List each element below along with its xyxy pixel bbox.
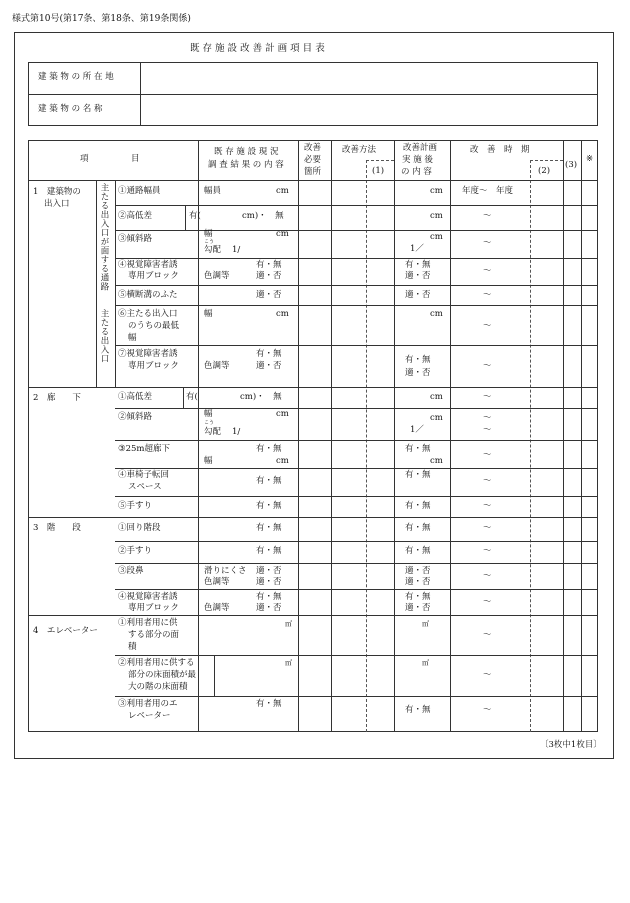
s4-item-3b: レベーター (128, 711, 171, 721)
header-period: 改 善 時 期 (470, 145, 530, 155)
ok-ng: 適・否 (256, 361, 282, 371)
yes-no: 有・無 (256, 523, 282, 533)
slope-after: 1／ (410, 425, 424, 435)
s1-item-3: ③傾斜路 (118, 234, 153, 244)
unit-cm: cm (276, 229, 289, 239)
s4-item-1c: 積 (128, 642, 137, 652)
slope-label: 勾配 (204, 245, 222, 255)
s3-item-4a: ④視覚障害者誘 (118, 592, 178, 602)
ok-ng: 適・否 (405, 603, 431, 613)
width-label: 幅 (204, 456, 213, 466)
s2-item-5: ⑤手すり (118, 501, 153, 511)
section1-side-label-a: 主たる出入口が面する通路 (99, 183, 109, 291)
kou-ruby: こう (204, 420, 215, 426)
section2-title: 2 廊 下 (33, 393, 81, 403)
header-note: ※ (586, 154, 594, 164)
ok-ng: 適・否 (405, 577, 431, 587)
header-method-sub1: (1) (372, 166, 385, 176)
tilde: ～ (483, 670, 492, 680)
s2-item-1: ①高低差 (118, 392, 153, 402)
unit-cm: cm (276, 186, 289, 196)
tilde: ～ (483, 571, 492, 581)
yes-open: 有( (186, 392, 198, 402)
building-name-field[interactable] (143, 96, 595, 124)
unit-m2: ㎡ (422, 659, 429, 667)
slip-label: 滑りにくさ (204, 566, 247, 576)
tilde: ～ (483, 630, 492, 640)
slope-after: 1／ (410, 244, 424, 254)
tilde: ～ (483, 392, 492, 402)
tilde: ～ (483, 290, 492, 300)
page-footer: 〔3枚中1枚目〕 (540, 740, 602, 750)
header-plan-line2: 実 施 後 (402, 155, 433, 165)
ok-ng: 適・否 (256, 290, 282, 300)
building-name-label: 建 築 物 の 名 称 (38, 104, 103, 114)
unit-m2: ㎡ (285, 659, 292, 667)
s3-item-1: ①回り階段 (118, 523, 161, 533)
header-plan-line1: 改善計画 (403, 143, 438, 153)
unit-m2: ㎡ (422, 620, 429, 628)
tilde: ～ (483, 450, 492, 460)
header-method: 改善方法 (342, 145, 377, 155)
s3-item-2: ②手すり (118, 546, 153, 556)
yes-no: 有・無 (256, 699, 282, 709)
header-plan-line3: の 内 容 (401, 167, 432, 177)
tilde: ～ (483, 361, 492, 371)
s4-item-1b: する部分の面 (128, 630, 180, 640)
ok-ng: 適・否 (256, 271, 282, 281)
building-location-label: 建 築 物 の 所 在 地 (38, 72, 114, 82)
section1-title-line1: 1 建築物の (33, 187, 81, 197)
header-need-line2: 必要 (304, 155, 322, 165)
s1-item-2: ②高低差 (118, 211, 153, 221)
s4-item-1a: ①利用者用に供 (118, 618, 178, 628)
form-number: 様式第10号(第17条、第18条、第19条関係) (12, 14, 191, 24)
s4-item-3a: ③利用者用のエ (118, 699, 178, 709)
s4-item-2c: 大の階の床面積 (128, 682, 188, 692)
yes-no: 有・無 (256, 349, 282, 359)
header-item: 項 目 (80, 154, 140, 164)
color-adj: 色調等 (204, 361, 230, 371)
unit-cm: cm (430, 211, 443, 221)
slope-unit: 1/ (232, 427, 241, 437)
s2-item-3: ③25m超廊下 (118, 444, 170, 454)
yes-no: 有・無 (405, 592, 431, 602)
close-no: cm)・ 無 (240, 392, 282, 402)
section4-title: 4 エレベーター (33, 626, 98, 636)
ok-ng: 適・否 (256, 566, 282, 576)
section1-side-label-b: 主たる出入口 (99, 309, 109, 363)
tilde: ～ (483, 476, 492, 486)
unit-cm: cm (430, 392, 443, 402)
header-survey-line1: 既 存 施 設 現 況 (214, 147, 279, 157)
tilde: ～ (483, 597, 492, 607)
unit-cm: cm (430, 232, 443, 242)
yes-no: 有・無 (256, 444, 282, 454)
s3-item-4b: 専用ブロック (128, 603, 179, 613)
yes-no: 有・無 (405, 501, 431, 511)
s1-item-6a: ⑥主たる出入口 (118, 309, 178, 319)
yes-no: 有・無 (256, 501, 282, 511)
s3-item-3: ③段鼻 (118, 566, 144, 576)
yes-no: 有・無 (256, 592, 282, 602)
width-full-label: 幅員 (204, 186, 222, 196)
s1-item-5: ⑤横断溝のふた (118, 290, 178, 300)
header-need-line3: 箇所 (304, 167, 322, 177)
s2-item-4b: スペース (128, 482, 162, 492)
unit-cm: cm (430, 413, 443, 423)
yes-open: 有( (189, 211, 201, 221)
tilde: ～ (483, 705, 492, 715)
slope-label: 勾配 (204, 427, 222, 437)
unit-cm: cm (276, 309, 289, 319)
slope-unit: 1/ (232, 245, 241, 255)
color-adj: 色調等 (204, 603, 230, 613)
s1-item-4b: 専用ブロック (128, 271, 179, 281)
tilde: ～ (483, 266, 492, 276)
unit-cm: cm (430, 186, 443, 196)
unit-m2: ㎡ (285, 620, 292, 628)
tilde: ～ (483, 321, 492, 331)
unit-cm: cm (430, 456, 443, 466)
color-adj: 色調等 (204, 271, 230, 281)
yes-no: 有・無 (405, 705, 431, 715)
yes-no: 有・無 (256, 476, 282, 486)
tilde: ～ (483, 523, 492, 533)
yes-no: 有・無 (405, 470, 431, 480)
building-location-field[interactable] (143, 64, 595, 92)
yes-no: 有・無 (405, 355, 431, 365)
tilde: ～ (483, 238, 492, 248)
header-survey-line2: 調 査 結 果 の 内 容 (208, 160, 284, 170)
yes-no: 有・無 (405, 260, 431, 270)
width-label: 幅 (204, 409, 213, 419)
form-title: 既 存 施 設 改 善 計 画 項 目 表 (190, 43, 325, 54)
close-no: cm)・ 無 (242, 211, 284, 221)
width-label: 幅 (204, 309, 213, 319)
s1-item-6b: のうちの最低 (128, 321, 180, 331)
tilde: ～ (483, 211, 492, 221)
header-need-line1: 改善 (304, 143, 322, 153)
section3-title: 3 階 段 (33, 523, 81, 533)
yes-no: 有・無 (405, 546, 431, 556)
s1-item-7a: ⑦視覚障害者誘 (118, 349, 178, 359)
header-period-sub2: (2) (538, 166, 551, 176)
unit-cm: cm (430, 309, 443, 319)
ok-ng: 適・否 (405, 566, 431, 576)
year-range: 年度～ 年度 (462, 186, 514, 196)
width-label: 幅 (204, 229, 213, 239)
main-table (28, 140, 598, 732)
unit-cm: cm (276, 456, 289, 466)
s2-item-2: ②傾斜路 (118, 412, 153, 422)
tilde: ～ (483, 501, 492, 511)
ok-ng: 適・否 (405, 271, 431, 281)
tilde: ～ (483, 413, 492, 423)
unit-cm: cm (276, 409, 289, 419)
yes-no: 有・無 (256, 260, 282, 270)
ok-ng: 適・否 (405, 368, 431, 378)
ok-ng: 適・否 (256, 603, 282, 613)
section1-title-line2: 出入口 (44, 199, 70, 209)
tilde: ～ (483, 425, 492, 435)
s4-item-2a: ②利用者用に供する (118, 658, 195, 668)
header-col3: (3) (565, 160, 578, 170)
yes-no: 有・無 (405, 523, 431, 533)
color-adj: 色調等 (204, 577, 230, 587)
tilde: ～ (483, 546, 492, 556)
s2-item-4a: ④車椅子転回 (118, 470, 170, 480)
s1-item-6c: 幅 (128, 333, 137, 343)
s4-item-2b: 部分の床面積が最 (128, 670, 197, 680)
ok-ng: 適・否 (405, 290, 431, 300)
ok-ng: 適・否 (256, 577, 282, 587)
yes-no: 有・無 (405, 444, 431, 454)
s1-item-1: ①通路幅員 (118, 186, 161, 196)
kou-ruby: こう (204, 239, 215, 245)
s1-item-4a: ④視覚障害者誘 (118, 260, 178, 270)
yes-no: 有・無 (256, 546, 282, 556)
s1-item-7b: 専用ブロック (128, 361, 179, 371)
